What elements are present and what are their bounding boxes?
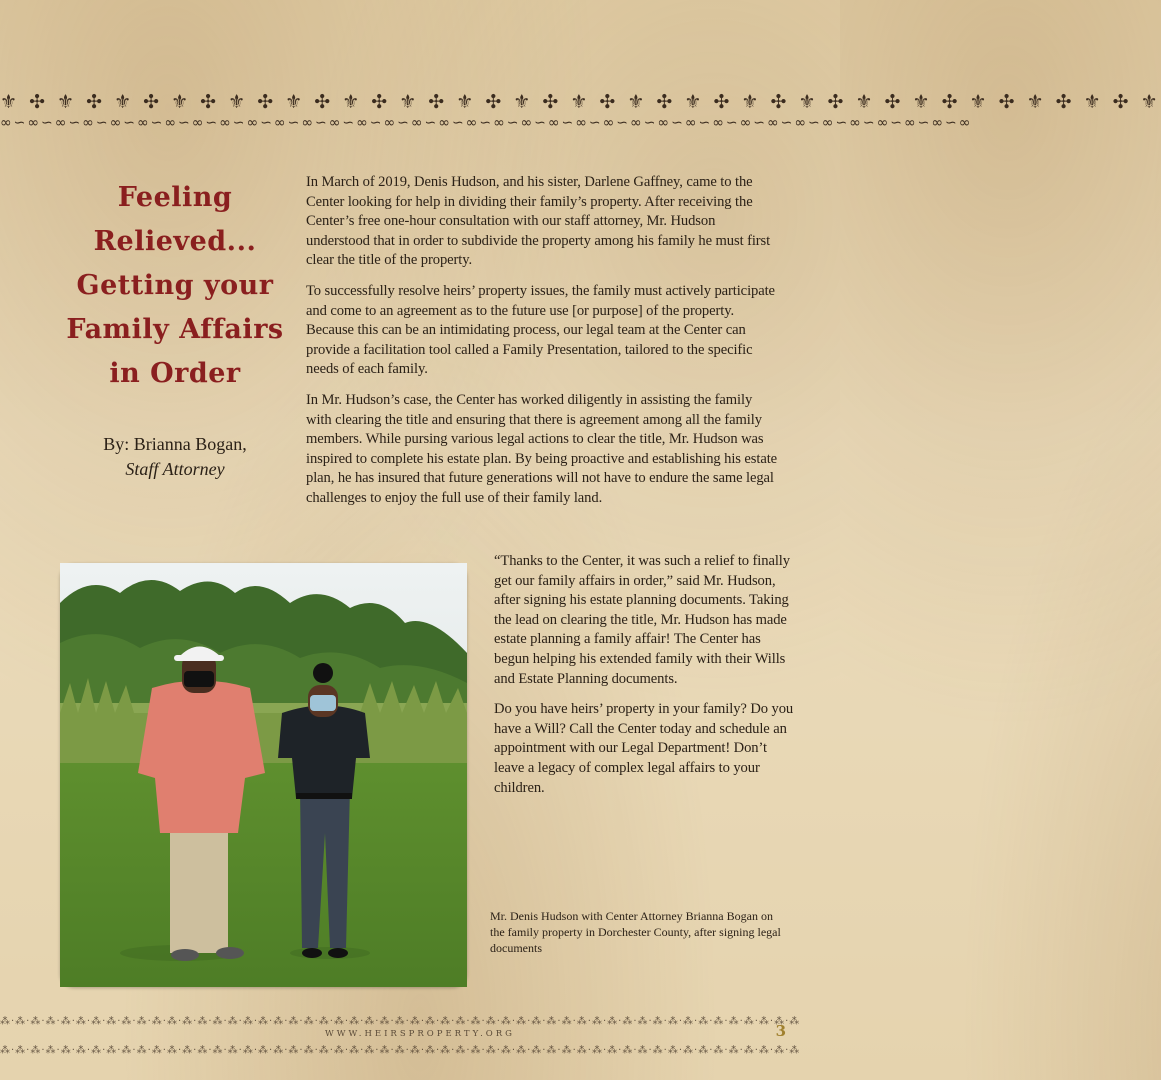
bottom-ornamental-border-lower: ⁂·⁂·⁂·⁂·⁂·⁂·⁂·⁂·⁂·⁂·⁂·⁂·⁂·⁂·⁂·⁂·⁂·⁂·⁂·⁂·⁂·⁂·⁂·⁂·⁂·⁂·⁂·⁂·⁂·⁂·⁂·⁂·⁂·⁂·⁂·⁂·⁂·⁂·⁂·⁂·⁂·⁂·⁂·⁂·⁂·⁂·⁂·⁂·⁂·⁂·⁂·⁂·⁂ [0, 1045, 801, 1056]
page-number: 3 [775, 1022, 786, 1040]
photo-caption: Mr. Denis Hudson with Center Attorney Brianna Bogan on the family property in Dorchester County, after signing legal documents [490, 909, 781, 955]
article-photo [60, 563, 467, 987]
body-paragraph: To successfully resolve heirs’ property issues, the family must actively participate and come to an agreement as to the future use [or purpose] of the property. Because this can be an intimidating process, our legal team at the Center can provide a facilitation tool called a Family Presentation, tailored to the specific needs of each family. [306, 282, 775, 378]
byline [60, 432, 290, 482]
byline-role: Staff Attorney [125, 459, 225, 479]
body-paragraph: In Mr. Hudson’s case, the Center has worked diligently in assisting the family with clearing the title and ensuring that there is agreement among all the family members. While pursing various legal actions to clear the title, Mr. Hudson was inspired to complete his estate plan. By being proactive and establishing his estate plan, he has insured that future generations will not have to endure the same legal challenges to enjoy the full use of their family land. [306, 391, 778, 506]
article-title: Feeling Relieved... Getting your Family Affairs in Order [66, 182, 284, 389]
footer-url[interactable]: WWW.HEIRSPROPERTY.ORG [325, 1029, 515, 1039]
body-paragraph: In March of 2019, Denis Hudson, and his sister, Darlene Gaffney, came to the Center looking for help in dividing their family’s property. After receiving the Center’s free one-hour consultation with our staff attorney, Mr. Hudson understood that in order to subdivide the property among his family he must first clear the title of the property. [306, 174, 771, 269]
top-ornamental-border: ⚜ ✣ ⚜ ✣ ⚜ ✣ ⚜ ✣ ⚜ ✣ ⚜ ✣ ⚜ ✣ ⚜ ✣ ⚜ ✣ ⚜ ✣ ⚜ ✣ ⚜ ✣ ⚜ ✣ ⚜ ✣ ⚜ ✣ ⚜ ✣ ⚜ ✣ ⚜ ✣ ⚜ ✣ ⚜ ✣ ⚜ ∞∽∞∽∞∽∞∽∞∽∞∽∞∽∞∽∞∽∞∽∞∽∞∽∞∽∞∽∞∽∞∽∞∽∞∽∞∽∞∽∞∽∞∽∞∽∞∽∞∽∞∽∞∽∞∽∞∽∞∽∞∽∞∽∞∽∞∽∞∽∞ [0, 91, 1161, 131]
article-body [306, 173, 778, 520]
quote-paragraph: “Thanks to the Center, it was such a relief to finally get our family affairs in order,” said Mr. Hudson, after signing his estate planning documents. Taking the lead on clearing the title, Mr. Hudson has made estate planning a family affair! The Center has begun helping his extended family with their Wills and Estate Planning documents. [494, 553, 790, 687]
quote-section [494, 552, 794, 809]
cta-paragraph: Do you have heirs’ property in your family? Do you have a Will? Call the Center today and schedule an appointment with our Legal Department! Don’t leave a legacy of complex legal affairs to your children. [494, 701, 794, 796]
byline-name: By: Brianna Bogan, [103, 434, 247, 454]
bottom-ornamental-border: ⁂·⁂·⁂·⁂·⁂·⁂·⁂·⁂·⁂·⁂·⁂·⁂·⁂·⁂·⁂·⁂·⁂·⁂·⁂·⁂·⁂·⁂·⁂·⁂·⁂·⁂·⁂·⁂·⁂·⁂·⁂·⁂·⁂·⁂·⁂·⁂·⁂·⁂·⁂·⁂·⁂·⁂·⁂·⁂·⁂·⁂·⁂·⁂·⁂·⁂·⁂·⁂·⁂ [0, 1016, 801, 1027]
